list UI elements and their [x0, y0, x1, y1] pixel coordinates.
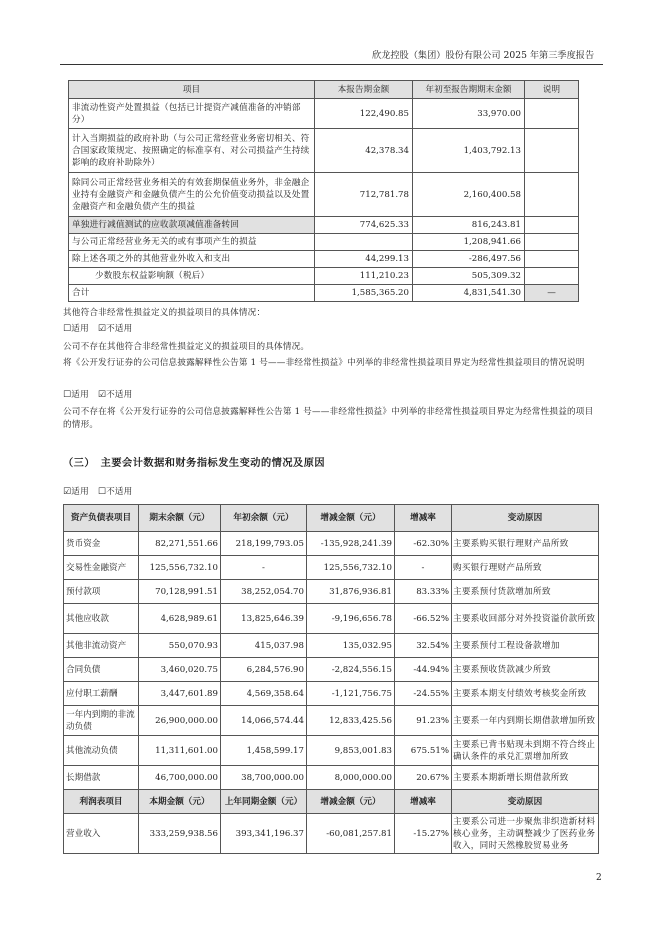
row-end: 11,311,601.00	[139, 736, 221, 766]
row-item: 其他流动负债	[64, 736, 139, 766]
checkbox-checked-icon: ☑	[63, 487, 72, 497]
row-note	[525, 217, 579, 234]
row-reason: 主要系公司进一步聚焦非织造新材料核心业务，主动调整减少了医药业务收入，同时天然橡胶贸易业务	[452, 814, 599, 854]
table-row	[64, 736, 599, 766]
row-rate: 91.23%	[395, 706, 452, 736]
row-item: 与公司正常经营业务无关的或有事项产生的损益	[69, 234, 315, 251]
row-current: 1,585,365.20	[315, 285, 413, 302]
row-end: 82,271,551.66	[139, 532, 221, 556]
row-reason: 主要系收回部分对外投资溢价款所致	[452, 604, 599, 634]
row-ytd: 505,309.32	[413, 268, 525, 285]
row-begin: -	[221, 556, 307, 580]
row-note	[525, 173, 579, 217]
col-header-change: 增减金额（元）	[307, 790, 395, 814]
table-row	[64, 814, 599, 854]
table-row	[64, 706, 599, 736]
applicability-choice-3	[63, 486, 598, 499]
row-rate: 675.51%	[395, 736, 452, 766]
changes-table	[63, 504, 599, 854]
table-row	[64, 556, 599, 580]
row-item: 长期借款	[64, 766, 139, 790]
row-item: 合同负债	[64, 658, 139, 682]
row-reason: 主要系购买银行理财产品所致	[452, 532, 599, 556]
row-rate: -24.55%	[395, 682, 452, 706]
row-end: 3,460,020.75	[139, 658, 221, 682]
checkbox-checked-icon: ☑	[97, 324, 107, 334]
row-begin: 6,284,576.90	[221, 658, 307, 682]
row-end: 70,128,991.51	[139, 580, 221, 604]
choice-applicable: 适用	[71, 324, 89, 334]
col-header-item: 资产负债表项目	[64, 505, 139, 532]
row-ytd: 4,831,541.30	[413, 285, 525, 302]
row-current: 122,490.85	[315, 99, 413, 129]
row-end: 550,070.93	[139, 634, 221, 658]
table-row	[64, 604, 599, 634]
table-row	[69, 99, 579, 129]
row-rate: 20.67%	[395, 766, 452, 790]
row-current: 111,210.23	[315, 268, 413, 285]
row-current: 44,299.13	[315, 251, 413, 268]
reclassification-label: 将《公开发行证券的公司信息披露解释性公告第 1 号——非经常性损益》中列举的非经常性损益项目界定为经常性损益项目的情况说明	[63, 358, 585, 368]
col-header-reason: 变动原因	[452, 790, 599, 814]
row-end: 46,700,000.00	[139, 766, 221, 790]
page-number: 2	[596, 873, 602, 883]
no-reclassification-text: 公司不存在将《公开发行证券的公司信息披露解释性公告第 1 号——非经常性损益》中列举的非经常性损益项目界定为经常性损益的项目的情形。	[63, 407, 594, 430]
row-prev: 393,341,196.37	[221, 814, 307, 854]
checkbox-checked-icon: ☑	[97, 390, 107, 400]
checkbox-empty-icon: ☐	[63, 390, 72, 400]
row-begin: 4,569,358.64	[221, 682, 307, 706]
choice-not-applicable: 不适用	[106, 487, 133, 497]
row-item: 合计	[69, 285, 315, 302]
choice-not-applicable: 不适用	[106, 390, 133, 400]
col-header-end: 期末余额（元）	[139, 505, 221, 532]
row-change: -60,081,257.81	[307, 814, 395, 854]
row-rate: 83.33%	[395, 580, 452, 604]
row-note	[525, 251, 579, 268]
table-row	[69, 251, 579, 268]
row-begin: 415,037.98	[221, 634, 307, 658]
row-rate: -44.94%	[395, 658, 452, 682]
checkbox-empty-icon: ☐	[63, 324, 72, 334]
row-note	[525, 268, 579, 285]
row-reason: 主要系本期新增长期借款所致	[452, 766, 599, 790]
table-row	[64, 532, 599, 556]
table-row	[64, 658, 599, 682]
col-header-item: 利润表项目	[64, 790, 139, 814]
col-header-rate: 增减率	[395, 505, 452, 532]
table-row	[69, 234, 579, 251]
row-item: 除上述各项之外的其他营业外收入和支出	[69, 251, 315, 268]
col-header-rate: 增减率	[395, 790, 452, 814]
row-ytd: -286,497.56	[413, 251, 525, 268]
applicability-choice-2	[63, 389, 598, 402]
col-header-current: 本报告期金额	[315, 81, 413, 99]
checkbox-empty-icon: ☐	[97, 487, 107, 497]
row-reason: 主要系本期支付绩效考核奖金所致	[452, 682, 599, 706]
row-rate: 32.54%	[395, 634, 452, 658]
row-note	[525, 234, 579, 251]
choice-applicable: 适用	[71, 390, 89, 400]
row-change: 8,000,000.00	[307, 766, 395, 790]
choice-not-applicable: 不适用	[106, 324, 133, 334]
col-header-item: 项目	[69, 81, 315, 99]
row-item: 营业收入	[64, 814, 139, 854]
col-header-reason: 变动原因	[452, 505, 599, 532]
row-note	[525, 129, 579, 173]
row-item: 单独进行减值测试的应收款项减值准备转回	[69, 217, 315, 234]
row-end: 125,556,732.10	[139, 556, 221, 580]
row-item: 非流动性资产处置损益（包括已计提资产减值准备的冲销部分）	[69, 99, 315, 129]
table-row	[64, 580, 599, 604]
row-begin: 13,825,646.39	[221, 604, 307, 634]
row-reason: 购买银行理财产品所致	[452, 556, 599, 580]
row-item: 除同公司正常经营业务相关的有效套期保值业务外，非金融企业持有金融资产和金融负债产生的公允价值变动损益以及处置金融资产和金融负债产生的损益	[69, 173, 315, 217]
row-ytd: 816,243.81	[413, 217, 525, 234]
row-item: 其他非流动资产	[64, 634, 139, 658]
table-row	[64, 766, 599, 790]
row-rate: -15.27%	[395, 814, 452, 854]
row-item: 货币资金	[64, 532, 139, 556]
row-reason: 主要系预收货款减少所致	[452, 658, 599, 682]
row-reason: 主要系预付工程设备款增加	[452, 634, 599, 658]
row-item: 应付职工薪酬	[64, 682, 139, 706]
col-header-prev: 上年同期金额（元）	[221, 790, 307, 814]
row-end: 4,628,989.61	[139, 604, 221, 634]
row-current: 42,378.34	[315, 129, 413, 173]
row-begin: 14,066,574.44	[221, 706, 307, 736]
table-header-row	[69, 81, 579, 99]
row-reason: 主要系一年内到期长期借款增加所致	[452, 706, 599, 736]
row-change: 12,833,425.56	[307, 706, 395, 736]
row-item: 其他应收款	[64, 604, 139, 634]
row-current: 712,781.78	[315, 173, 413, 217]
row-item: 少数股东权益影响额（税后）	[69, 268, 315, 285]
row-begin: 218,199,793.05	[221, 532, 307, 556]
row-change: 31,876,936.81	[307, 580, 395, 604]
row-item: 预付款项	[64, 580, 139, 604]
row-item: 计入当期损益的政府补助（与公司正常经营业务密切相关、符合国家政策规定、按照确定的标准享有、对公司损益产生持续影响的政府补助除外）	[69, 129, 315, 173]
choice-applicable: 适用	[71, 487, 89, 497]
row-item: 交易性金融资产	[64, 556, 139, 580]
row-ytd: 1,403,792.13	[413, 129, 525, 173]
section-title: （三） 主要会计数据和财务指标发生变动的情况及原因	[63, 457, 326, 469]
row-begin: 38,700,000.00	[221, 766, 307, 790]
col-header-note: 说明	[525, 81, 579, 99]
row-change: 9,853,001.83	[307, 736, 395, 766]
row-change: -2,824,556.15	[307, 658, 395, 682]
header-rule	[60, 64, 603, 65]
row-note: —	[525, 285, 579, 302]
row-current	[315, 234, 413, 251]
row-note	[525, 99, 579, 129]
row-reason: 主要系预付货款增加所致	[452, 580, 599, 604]
row-change: 125,556,732.10	[307, 556, 395, 580]
row-current: 774,625.33	[315, 217, 413, 234]
row-reason: 主要系已背书贴现未到期不符合终止确认条件的承兑汇票增加所致	[452, 736, 599, 766]
report-header: 欣龙控股（集团）股份有限公司 2025 年第三季度报告	[372, 50, 595, 61]
income-statement-header-row	[64, 790, 599, 814]
table-row	[69, 268, 579, 285]
col-header-begin: 年初余额（元）	[221, 505, 307, 532]
table-row-total	[69, 285, 579, 302]
row-cur: 333,259,938.56	[139, 814, 221, 854]
row-change: 135,032.95	[307, 634, 395, 658]
row-end: 3,447,601.89	[139, 682, 221, 706]
row-change: -135,928,241.39	[307, 532, 395, 556]
no-other-items-text: 公司不存在其他符合非经常性损益定义的损益项目的具体情况。	[63, 342, 310, 352]
table-row	[69, 129, 579, 173]
row-end: 26,900,000.00	[139, 706, 221, 736]
row-change: -1,121,756.75	[307, 682, 395, 706]
row-begin: 38,252,054.70	[221, 580, 307, 604]
col-header-change: 增减金额（元）	[307, 505, 395, 532]
row-rate: -	[395, 556, 452, 580]
row-item: 一年内到期的非流动负债	[64, 706, 139, 736]
row-begin: 1,458,599.17	[221, 736, 307, 766]
col-header-cur: 本期金额（元）	[139, 790, 221, 814]
row-ytd: 2,160,400.58	[413, 173, 525, 217]
row-rate: -66.52%	[395, 604, 452, 634]
row-ytd: 1,208,941.66	[413, 234, 525, 251]
row-ytd: 33,970.00	[413, 99, 525, 129]
table-row	[69, 217, 579, 234]
row-rate: -62.30%	[395, 532, 452, 556]
table-row	[64, 634, 599, 658]
col-header-ytd: 年初至报告期期末金额	[413, 81, 525, 99]
table-row	[69, 173, 579, 217]
non-recurring-table	[68, 80, 579, 302]
balance-sheet-header-row	[64, 505, 599, 532]
other-items-label: 其他符合非经常性损益定义的损益项目的具体情况：	[63, 308, 266, 318]
applicability-choice-1	[63, 323, 598, 336]
table-row	[64, 682, 599, 706]
row-change: -9,196,656.78	[307, 604, 395, 634]
